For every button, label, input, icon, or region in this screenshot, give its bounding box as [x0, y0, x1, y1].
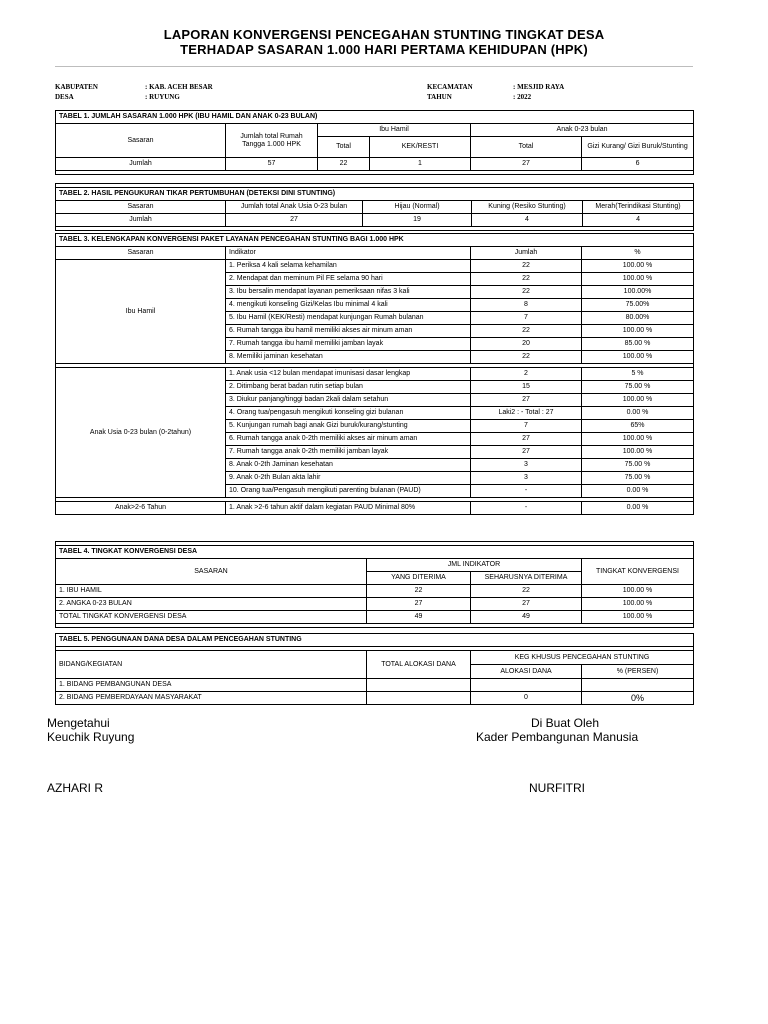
cell: 1. IBU HAMIL [56, 585, 367, 598]
cell: 100.00 % [582, 611, 694, 624]
percent-cell: 75.00 % [582, 459, 694, 472]
cell: 100.00 % [582, 598, 694, 611]
t3-header: Indikator [226, 247, 471, 260]
percent-cell: 100.00% [582, 286, 694, 299]
table-row [56, 158, 694, 171]
cell: 27 [471, 158, 582, 171]
percent-cell: 100.00 % [582, 446, 694, 459]
cell [582, 679, 694, 692]
t1-total-header: Total [318, 137, 370, 158]
table-1-title: TABEL 1. JUMLAH SASARAN 1.000 HPK (IBU HAMIL DAN ANAK 0-23 BULAN) [56, 111, 694, 124]
table-4-title: TABEL 4. TINGKAT KONVERGENSI DESA [56, 546, 694, 559]
indicator-cell: 1. Anak >2-6 tahun aktif dalam kegiatan PAUD Minimal 80% [226, 502, 471, 515]
sig-right-line1: Di Buat Oleh [531, 716, 600, 730]
indicator-cell: 7. Rumah tangga anak 0-2th memiliki jamban layak [226, 446, 471, 459]
indicator-cell: 1. Periksa 4 kali selama kehamilan [226, 260, 471, 273]
t3-header: Jumlah [471, 247, 582, 260]
report-title-line1: LAPORAN KONVERGENSI PENCEGAHAN STUNTING TINGKAT DESA [163, 27, 605, 42]
percent-cell: 100.00 % [582, 351, 694, 364]
table-row [56, 502, 694, 515]
jumlah-cell: 22 [471, 260, 582, 273]
cell: 57 [226, 158, 318, 171]
jumlah-cell: 27 [471, 394, 582, 407]
desa-label: DESA [55, 93, 74, 101]
cell: 27 [367, 598, 471, 611]
t4-sasaran-header: SASARAN [56, 559, 367, 585]
jumlah-cell: 3 [471, 459, 582, 472]
table-3-title: TABEL 3. KELENGKAPAN KONVERGENSI PAKET LAYANAN PENCEGAHAN STUNTING BAGI 1.000 HPK [56, 234, 694, 247]
cell: 27 [226, 214, 363, 227]
table-row [56, 611, 694, 624]
cell: 100.00 % [582, 585, 694, 598]
cell: 2. BIDANG PEMBERDAYAAN MASYARAKAT [56, 692, 367, 705]
cell [367, 692, 471, 705]
kabupaten-value: : KAB. ACEH BESAR [145, 83, 213, 91]
cell: 0 [471, 692, 582, 705]
indicator-cell: 8. Memiliki jaminan kesehatan [226, 351, 471, 364]
kecamatan-label: KECAMATAN [427, 83, 473, 91]
cell: 2. ANGKA 0-23 BULAN [56, 598, 367, 611]
t2-header: Jumlah total Anak Usia 0-23 bulan [226, 201, 363, 214]
jumlah-cell: 27 [471, 433, 582, 446]
cell: 0% [582, 692, 694, 705]
indicator-cell: 8. Anak 0-2th Jaminan kesehatan [226, 459, 471, 472]
report-title-line2: TERHADAP SASARAN 1.000 HARI PERTAMA KEHIDUPAN (HPK) [180, 42, 588, 57]
indicator-cell: 9. Anak 0-2th Bulan akta lahir [226, 472, 471, 485]
sig-left-name: AZHARI R [47, 781, 104, 795]
spacer-row [56, 227, 694, 231]
indicator-cell: 5. Kunjungan rumah bagi anak Gizi buruk/kurang/stunting [226, 420, 471, 433]
sig-left-line1: Mengetahui [47, 716, 110, 730]
table-row [56, 214, 694, 227]
percent-cell: 75.00 % [582, 381, 694, 394]
cell: Jumlah [56, 158, 226, 171]
jumlah-cell: 7 [471, 420, 582, 433]
tahun-label: TAHUN [427, 93, 452, 101]
table-row [56, 368, 694, 381]
t5-bidang-header: BIDANG/KEGIATAN [56, 651, 367, 679]
cell: 49 [367, 611, 471, 624]
percent-cell: 0.00 % [582, 485, 694, 498]
percent-cell: 5 % [582, 368, 694, 381]
cell: 1. BIDANG PEMBANGUNAN DESA [56, 679, 367, 692]
t3-header: Sasaran [56, 247, 226, 260]
t4-seharusnya-header: SEHARUSNYA DITERIMA [471, 572, 582, 585]
percent-cell: 100.00 % [582, 394, 694, 407]
table-2 [55, 183, 694, 231]
cell: 1 [370, 158, 471, 171]
jumlah-cell: Laki2 : - Total : 27 [471, 407, 582, 420]
table-5 [55, 633, 694, 705]
group-label: Anak>2-6 Tahun [56, 502, 226, 515]
cell: Jumlah [56, 214, 226, 227]
cell: 22 [318, 158, 370, 171]
table-4 [55, 541, 694, 628]
indicator-cell: 10. Orang tua/Pengasuh mengikuti parenting bulanan (PAUD) [226, 485, 471, 498]
table-3 [55, 233, 694, 515]
table-2-title: TABEL 2. HASIL PENGUKURAN TIKAR PERTUMBUHAN (DETEKSI DINI STUNTING) [56, 188, 694, 201]
t1-gizi-header: Gizi Kurang/ Gizi Buruk/Stunting [582, 137, 694, 158]
table-row [56, 260, 694, 273]
jumlah-cell: - [471, 502, 582, 515]
tahun-value: : 2022 [513, 93, 532, 101]
indicator-cell: 2. Mendapat dan meminum Pil FE selama 90 hari [226, 273, 471, 286]
t4-jml-header: JML INDIKATOR [367, 559, 582, 572]
t1-total2-header: Total [471, 137, 582, 158]
jumlah-cell: - [471, 485, 582, 498]
cell: 4 [583, 214, 694, 227]
indicator-cell: 3. Ibu bersalin mendapat layanan pemeriksaan nifas 3 kali [226, 286, 471, 299]
group-label: Anak Usia 0-23 bulan (0-2tahun) [56, 368, 226, 498]
t5-persen-header: % (PERSEN) [582, 665, 694, 679]
indicator-cell: 4. Orang tua/pengasuh mengikuti konseling gizi bulanan [226, 407, 471, 420]
jumlah-cell: 7 [471, 312, 582, 325]
title-divider [55, 66, 693, 67]
percent-cell: 0.00 % [582, 407, 694, 420]
t5-keg-header: KEG KHUSUS PENCEGAHAN STUNTING [471, 651, 694, 665]
indicator-cell: 1. Anak usia <12 bulan mendapat imunisasi dasar lengkap [226, 368, 471, 381]
t1-ibu-hamil-header: Ibu Hamil [318, 124, 471, 137]
cell: 4 [472, 214, 583, 227]
sig-right-name: NURFITRI [529, 781, 585, 795]
table-row [56, 585, 694, 598]
sig-right-line2: Kader Pembangunan Manusia [476, 730, 639, 744]
t2-header: Merah(Terindikasi Stunting) [583, 201, 694, 214]
percent-cell: 100.00 % [582, 433, 694, 446]
t5-alokasi-header: ALOKASI DANA [471, 665, 582, 679]
spacer-row [56, 171, 694, 175]
indicator-cell: 5. Ibu Hamil (KEK/Resti) mendapat kunjungan Rumah bulanan [226, 312, 471, 325]
cell: 19 [363, 214, 472, 227]
cell: 27 [471, 598, 582, 611]
percent-cell: 80.00% [582, 312, 694, 325]
t2-header: Hijau (Normal) [363, 201, 472, 214]
jumlah-cell: 27 [471, 446, 582, 459]
group-label: Ibu Hamil [56, 260, 226, 364]
indicator-cell: 3. Diukur panjang/tinggi badan 2kali dalam setahun [226, 394, 471, 407]
percent-cell: 0.00 % [582, 502, 694, 515]
kabupaten-label: KABUPATEN [55, 83, 98, 91]
percent-cell: 75.00 % [582, 472, 694, 485]
cell: TOTAL TINGKAT KONVERGENSI DESA [56, 611, 367, 624]
spacer-row [56, 624, 694, 628]
t1-anak-header: Anak 0-23 bulan [471, 124, 694, 137]
cell [471, 679, 582, 692]
jumlah-cell: 20 [471, 338, 582, 351]
t4-tingkat-header: TINGKAT KONVERGENSI [582, 559, 694, 585]
percent-cell: 100.00 % [582, 260, 694, 273]
jumlah-cell: 8 [471, 299, 582, 312]
sig-left-line2: Keuchik Ruyung [47, 730, 135, 744]
cell [367, 679, 471, 692]
t1-jumlah-total-header: Jumlah total Rumah Tangga 1.000 HPK [226, 124, 318, 158]
percent-cell: 85.00 % [582, 338, 694, 351]
indicator-cell: 6. Rumah tangga anak 0-2th memiliki akses air minum aman [226, 433, 471, 446]
indicator-cell: 4. mengikuti konseling Gizi/Kelas Ibu minimal 4 kali [226, 299, 471, 312]
t1-kek-header: KEK/RESTI [370, 137, 471, 158]
jumlah-cell: 22 [471, 273, 582, 286]
report-meta [55, 82, 693, 102]
desa-value: : RUYUNG [145, 93, 180, 101]
jumlah-cell: 2 [471, 368, 582, 381]
jumlah-cell: 22 [471, 325, 582, 338]
t5-total-header: TOTAL ALOKASI DANA [367, 651, 471, 679]
t4-diterima-header: YANG DITERIMA [367, 572, 471, 585]
table-1 [55, 110, 694, 175]
t3-header: % [582, 247, 694, 260]
t2-header: Sasaran [56, 201, 226, 214]
percent-cell: 100.00 % [582, 273, 694, 286]
jumlah-cell: 22 [471, 351, 582, 364]
indicator-cell: 7. Rumah tangga ibu hamil memiliki jamban layak [226, 338, 471, 351]
percent-cell: 65% [582, 420, 694, 433]
cell: 49 [471, 611, 582, 624]
cell: 22 [471, 585, 582, 598]
table-row [56, 692, 694, 705]
t2-header: Kuning (Resiko Stunting) [472, 201, 583, 214]
table-row [56, 679, 694, 692]
table-row [56, 598, 694, 611]
percent-cell: 100.00 % [582, 325, 694, 338]
cell: 6 [582, 158, 694, 171]
cell: 22 [367, 585, 471, 598]
jumlah-cell: 22 [471, 286, 582, 299]
jumlah-cell: 15 [471, 381, 582, 394]
jumlah-cell: 3 [471, 472, 582, 485]
table-5-title: TABEL 5. PENGGUNAAN DANA DESA DALAM PENCEGAHAN STUNTING [56, 634, 694, 647]
indicator-cell: 6. Rumah tangga ibu hamil memiliki akses air minum aman [226, 325, 471, 338]
percent-cell: 75.00% [582, 299, 694, 312]
kecamatan-value: : MESJID RAYA [513, 83, 565, 91]
t1-sasaran-header: Sasaran [56, 124, 226, 158]
indicator-cell: 2. Ditimbang berat badan rutin setiap bulan [226, 381, 471, 394]
report-title [0, 27, 768, 57]
